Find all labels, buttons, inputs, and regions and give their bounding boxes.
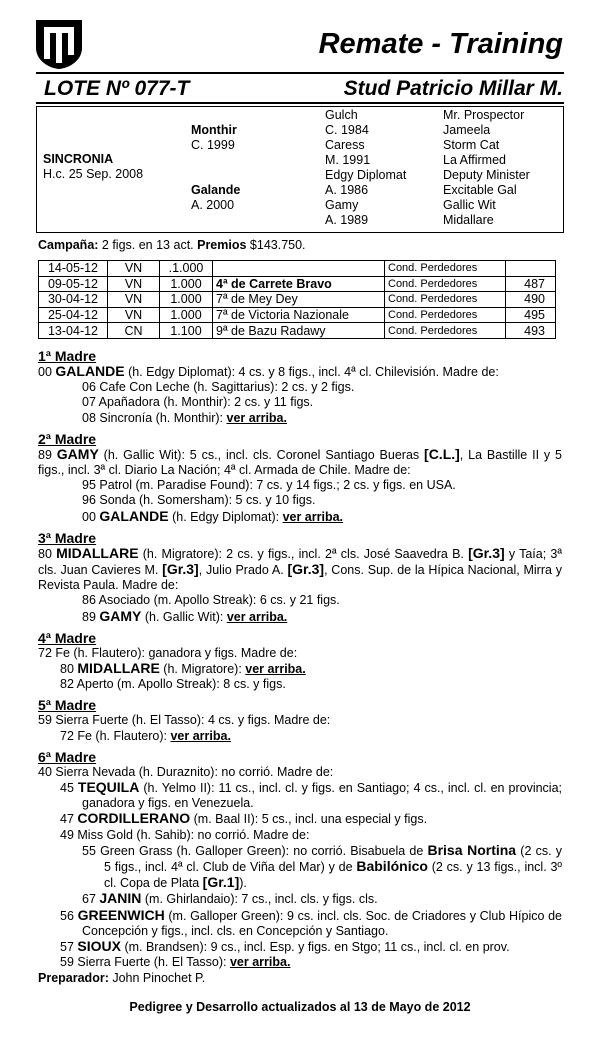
- document-title: Remate - Training: [318, 28, 563, 60]
- ancestor-name: Storm Cat: [443, 138, 500, 152]
- race-date: 25-04-12: [39, 307, 108, 323]
- header-rule: [36, 72, 564, 74]
- dam-family: [38, 348, 562, 986]
- dam-dam-name: Gamy: [325, 198, 359, 212]
- dam-section: [38, 749, 562, 971]
- race-distance: 1.100: [160, 323, 213, 339]
- pedigree-box: [36, 106, 564, 233]
- produce-record: 00 GALANDE (h. Edgy Diplomat): 4 cs. y 8 figs., incl. 4ª cl. Chilevisión. Madre de:: [38, 363, 499, 379]
- produce-record: 72 Fe (h. Flautero): ver arriba.: [60, 728, 231, 743]
- produce-record: 57 SIOUX (m. Brandsen): 9 cs., incl. Esp. y figs. en Stgo; 11 cs., incl. cl. en prov.: [60, 938, 510, 955]
- produce-record: 56 GREENWICH (m. Galloper Green): 9 cs. incl. cls. Soc. de Criadores y Club Hípico de Concepción y figs., incl. cls. en Concepción y Santiago.: [60, 906, 562, 938]
- dam-section-title: 3ª Madre: [38, 529, 97, 546]
- produce-record: 82 Aperto (m. Apollo Streak): 8 cs. y figs.: [60, 677, 286, 692]
- produce-record: 06 Cafe Con Leche (h. Sagittarius): 2 cs. y 2 figs.: [82, 380, 355, 395]
- dam-year: A. 2000: [191, 198, 235, 212]
- race-distance: .1.000: [160, 261, 213, 277]
- race-distance: 1.000: [160, 276, 213, 292]
- trainer-label: Preparador:: [38, 970, 109, 985]
- produce-record: 55 Green Grass (h. Galloper Green): no corrió. Bisabuela de Brisa Nortina (2 cs. y 5 figs., incl. 4ª cl. Club de Viña del Mar) y de Babilónico (2 cs. y 13 figs., incl. 3º cl. Copa de Plata [Gr.1]).: [82, 841, 563, 891]
- dam-section-title: 5ª Madre: [38, 697, 97, 714]
- race-placing: 7ª de Mey Dey: [213, 292, 385, 308]
- produce-record: 59 Sierra Fuerte (h. El Tasso): 4 cs. y figs. Madre de:: [38, 713, 331, 728]
- trainer-line: [38, 971, 562, 986]
- produce-record: 96 Sonda (h. Somersham): 5 cs. y 10 figs.: [82, 493, 316, 508]
- dam-section-title: 4ª Madre: [38, 629, 97, 646]
- stud-name: Stud Patricio Millar M.: [343, 77, 563, 100]
- table-row: [39, 307, 556, 323]
- dam-section-title: 1ª Madre: [38, 348, 97, 364]
- produce-record: 47 CORDILLERANO (m. Baal II): 5 cs., incl. una especial y figs.: [60, 810, 428, 827]
- race-date: 14-05-12: [39, 261, 108, 277]
- ancestor-name: Midallare: [443, 213, 494, 227]
- produce-record: 67 JANIN (m. Ghirlandaio): 7 cs., incl. cls. y figs. cls.: [82, 890, 378, 907]
- race-date: 09-05-12: [39, 276, 108, 292]
- race-condition: Cond. Perdedores: [385, 292, 506, 308]
- race-distance: 1.000: [160, 292, 213, 308]
- header-rule-bottom: [36, 102, 564, 104]
- campaign-label: Campaña:: [38, 238, 99, 252]
- horse-weight: 495: [506, 307, 556, 323]
- prize-label: Premios: [197, 238, 247, 252]
- race-results-table: [38, 260, 556, 339]
- horse-name: SINCRONIA: [43, 152, 114, 166]
- race-date: 30-04-12: [39, 292, 108, 308]
- horse-weight: 493: [506, 323, 556, 339]
- lote-number: LOTE Nº 077-T: [44, 77, 190, 100]
- dam-section: [38, 431, 562, 525]
- produce-record: 07 Apañadora (h. Monthir): 2 cs. y 11 figs.: [82, 395, 314, 410]
- race-date: 13-04-12: [39, 323, 108, 339]
- produce-record: 86 Asociado (m. Apollo Streak): 6 cs. y 21 figs.: [82, 593, 340, 608]
- campaign-summary: [38, 238, 306, 253]
- trainer-name: John Pinochet P.: [108, 970, 206, 985]
- produce-record: 80 MIDALLARE (h. Migratore): 2 cs. y figs., incl. 2ª cls. José Saavedra B. [Gr.3] y Taía; 3ª cls. Juan Cavieres M. [Gr.3], Julio Prado A. [Gr.3], Cons. Sup. de la Hípica Nacional, Mirra y Revista Paula. Madre de:: [38, 544, 562, 593]
- race-condition: Cond. Perdedores: [385, 323, 506, 339]
- horse-weight: 490: [506, 292, 556, 308]
- sire-sire-year: C. 1984: [325, 123, 369, 137]
- table-row: [39, 292, 556, 308]
- produce-record: 40 Sierra Nevada (h. Duraznito): no corrió. Madre de:: [38, 764, 334, 779]
- produce-record: 08 Sincronía (h. Monthir): ver arriba.: [82, 410, 287, 425]
- dam-dam-year: A. 1989: [325, 213, 369, 227]
- produce-record: 89 GAMY (h. Gallic Wit): ver arriba.: [82, 607, 288, 624]
- produce-record: 00 GALANDE (h. Edgy Diplomat): ver arriba.: [82, 507, 344, 524]
- race-track: VN: [108, 276, 160, 292]
- dam-sire-name: Edgy Diplomat: [325, 168, 407, 182]
- dam-section: [38, 697, 562, 743]
- race-condition: Cond. Perdedores: [385, 261, 506, 277]
- table-row: [39, 276, 556, 292]
- dam-section: [38, 630, 562, 693]
- race-track: VN: [108, 307, 160, 323]
- dam-section-title: 6ª Madre: [38, 748, 97, 765]
- sire-name: Monthir: [191, 123, 237, 137]
- race-condition: Cond. Perdedores: [385, 276, 506, 292]
- produce-record: 89 GAMY (h. Gallic Wit): 5 cs., incl. cls. Coronel Santiago Bueras [C.L.], La Bastille II y 5 figs., incl. 3ª cl. Diario La Nación; 4ª cl. Armada de Chile. Madre de:: [38, 445, 562, 478]
- dam-sire-year: A. 1986: [325, 183, 369, 197]
- race-distance: 1.000: [160, 307, 213, 323]
- produce-record: 95 Patrol (m. Paradise Found): 7 cs. y 14 figs.; 2 cs. y figs. en USA.: [82, 478, 456, 493]
- ancestor-name: Mr. Prospector: [443, 108, 525, 122]
- race-track: CN: [108, 323, 160, 339]
- produce-record: 45 TEQUILA (h. Yelmo II): 11 cs., incl. cl. y figs. en Santiago; 4 cs., incl. cl. en provincia; ganadora y figs. en Venezuela.: [60, 779, 562, 811]
- race-placing: 4ª de Carrete Bravo: [213, 276, 385, 292]
- sire-sire-name: Gulch: [325, 108, 358, 122]
- race-condition: Cond. Perdedores: [385, 307, 506, 323]
- update-footer: Pedigree y Desarrollo actualizados al 13 de Mayo de 2012: [129, 1000, 471, 1014]
- ancestor-name: La Affirmed: [443, 153, 507, 167]
- table-row: [39, 323, 556, 339]
- race-placing: [213, 261, 385, 277]
- horse-weight: [506, 261, 556, 277]
- ancestor-name: Deputy Minister: [443, 168, 530, 182]
- dam-name: Galande: [191, 183, 241, 197]
- table-row: [39, 261, 556, 277]
- produce-record: 72 Fe (h. Flautero): ganadora y figs. Madre de:: [38, 645, 298, 660]
- horse-weight: 487: [506, 276, 556, 292]
- race-placing: 9ª de Bazu Radawy: [213, 323, 385, 339]
- club-hipico-logo-icon: [34, 18, 84, 70]
- ancestor-name: Gallic Wit: [443, 198, 496, 212]
- race-placing: 7ª de Victoria Nazionale: [213, 307, 385, 323]
- sire-year: C. 1999: [191, 138, 235, 152]
- prize-value: $143.750.: [246, 238, 306, 252]
- race-track: VN: [108, 261, 160, 277]
- sire-dam-name: Caress: [325, 138, 365, 152]
- horse-birth: H.c. 25 Sep. 2008: [43, 167, 144, 181]
- sire-dam-year: M. 1991: [325, 153, 371, 167]
- dam-section-title: 2ª Madre: [38, 430, 97, 447]
- race-track: VN: [108, 292, 160, 308]
- ancestor-name: Jameela: [443, 123, 491, 137]
- campaign-text: 2 figs. en 13 act.: [98, 238, 198, 252]
- produce-record: 80 MIDALLARE (h. Migratore): ver arriba.: [60, 660, 306, 677]
- ancestor-name: Excitable Gal: [443, 183, 517, 197]
- dam-section: [38, 530, 562, 625]
- produce-record: 49 Miss Gold (h. Sahib): no corrió. Madre de:: [60, 827, 310, 842]
- produce-record: 59 Sierra Fuerte (h. El Tasso): ver arriba.: [60, 955, 291, 970]
- dam-section: [38, 348, 562, 426]
